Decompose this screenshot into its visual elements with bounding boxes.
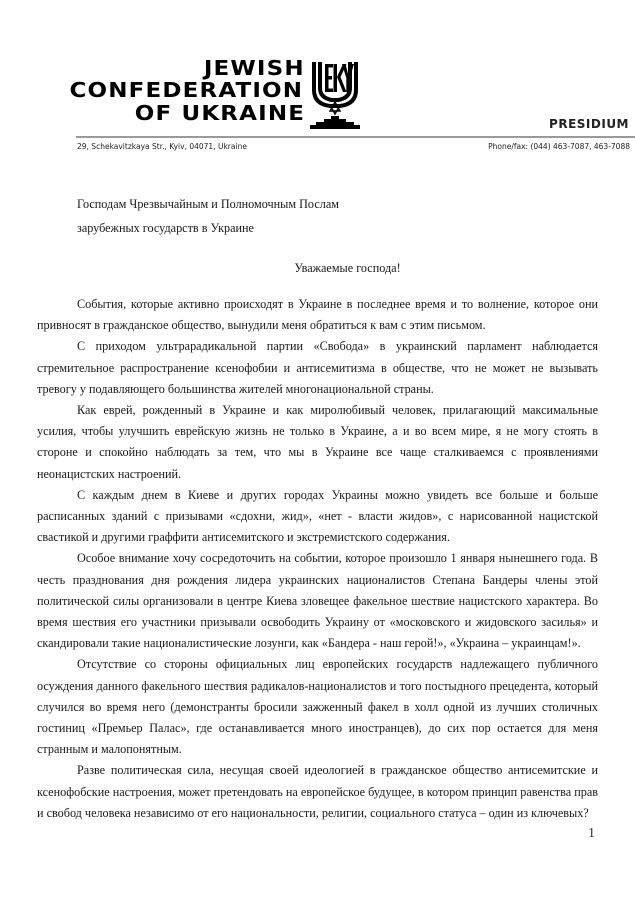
paragraph-text: События, которые активно происходят в Украине в последнее время и то волнение, которое они привносят в гражданское общество, вынудили меня обратиться к вам с этим письмом.	[37, 297, 598, 333]
paragraph-text: Отсутствие со стороны официальных лиц европейских государств надлежащего публичного осуждения данного факельного шествия радикалов-националистов и того постыдного прецедента, который случился во время него (демонстранты бросили зажженный факел в холл одной из лучших столичных гостиниц «Премьер Палас», где останавливается много иностранцев), до сих пор остается для меня странным и малопонятным.	[37, 657, 598, 757]
recipient-line: зарубежных государств в Украине	[77, 221, 254, 235]
letter-body	[37, 192, 598, 824]
recipient-block	[77, 192, 598, 240]
org-name-line-2: CONFEDERATION	[69, 78, 303, 102]
paragraph	[37, 760, 598, 824]
org-phone: Phone/fax: (044) 463-7087, 463-7088	[488, 142, 630, 151]
department-label: PRESIDIUM	[549, 117, 629, 131]
paragraph	[37, 400, 598, 485]
org-address: 29, Schekavitzkaya Str., Kyiv, 04071, Ukraine	[77, 142, 247, 151]
paragraph	[37, 548, 598, 654]
salutation: Уважаемые господа!	[294, 261, 401, 275]
letterhead	[0, 0, 635, 160]
header-divider	[76, 136, 635, 138]
paragraph-text: С приходом ультрарадикальной партии «Свобода» в украинский парламент наблюдается стремительное распространение ксенофобии и антисемитизма в обществе, что не может не вызывать тревогу у подавляющего большинства жителей многонациональной страны.	[37, 339, 598, 396]
recipient-line: Господам Чрезвычайным и Полномочным Послам	[77, 197, 339, 211]
org-name-line-1: JEWISH	[204, 56, 305, 80]
letter-paragraphs	[37, 294, 598, 824]
paragraph	[37, 485, 598, 549]
page-number: 1	[588, 826, 595, 841]
paragraph-text: Особое внимание хочу сосредоточить на событии, которое произошло 1 января нынешнего года. В честь празднования дня рождения лидера украинских националистов Степана Бандеры члены этой политической силы организовали в центре Киева зловещее факельное шествие нацистского характера. Во время шествия его участники призывали освободить Украину от «московского и жидовского засилья» и скандировали такие националистические лозунги, как «Бандера - наш герой!», «Украина – украинцам!».	[37, 551, 598, 651]
org-name-line-3: OF UKRAINE	[134, 101, 305, 125]
paragraph	[37, 294, 598, 336]
paragraph-text: Как еврей, рожденный в Украине и как миролюбивый человек, прилагающий максимальные усилия, чтобы улучшить еврейскую жизнь не только в Украине, а и во всем мире, я не могу стоять в стороне и спокойно наблюдать за тем, что мы в Украине все чаще сталкиваемся с проявлениями неонацистских настроений.	[37, 403, 598, 481]
paragraph	[37, 654, 598, 760]
menorah-star-of-david-icon	[310, 60, 360, 130]
paragraph-text: Разве политическая сила, несущая своей идеологией в гражданское общество антисемитские и ксенофобские настроения, может претендовать на европейское будущее, в котором принцип равенства прав и свобод человека независимо от его национальности, религии, социального статуса – один из ключевых?	[37, 763, 598, 820]
paragraph	[37, 336, 598, 400]
paragraph-text: С каждым днем в Киеве и других городах Украины можно увидеть все больше и больше расписанных зданий с призывами «сдохни, жид», «нет - власти жидов», с нарисованной нацистской свастикой и другими граффити антисемитского и экстремистского содержания.	[37, 487, 598, 545]
